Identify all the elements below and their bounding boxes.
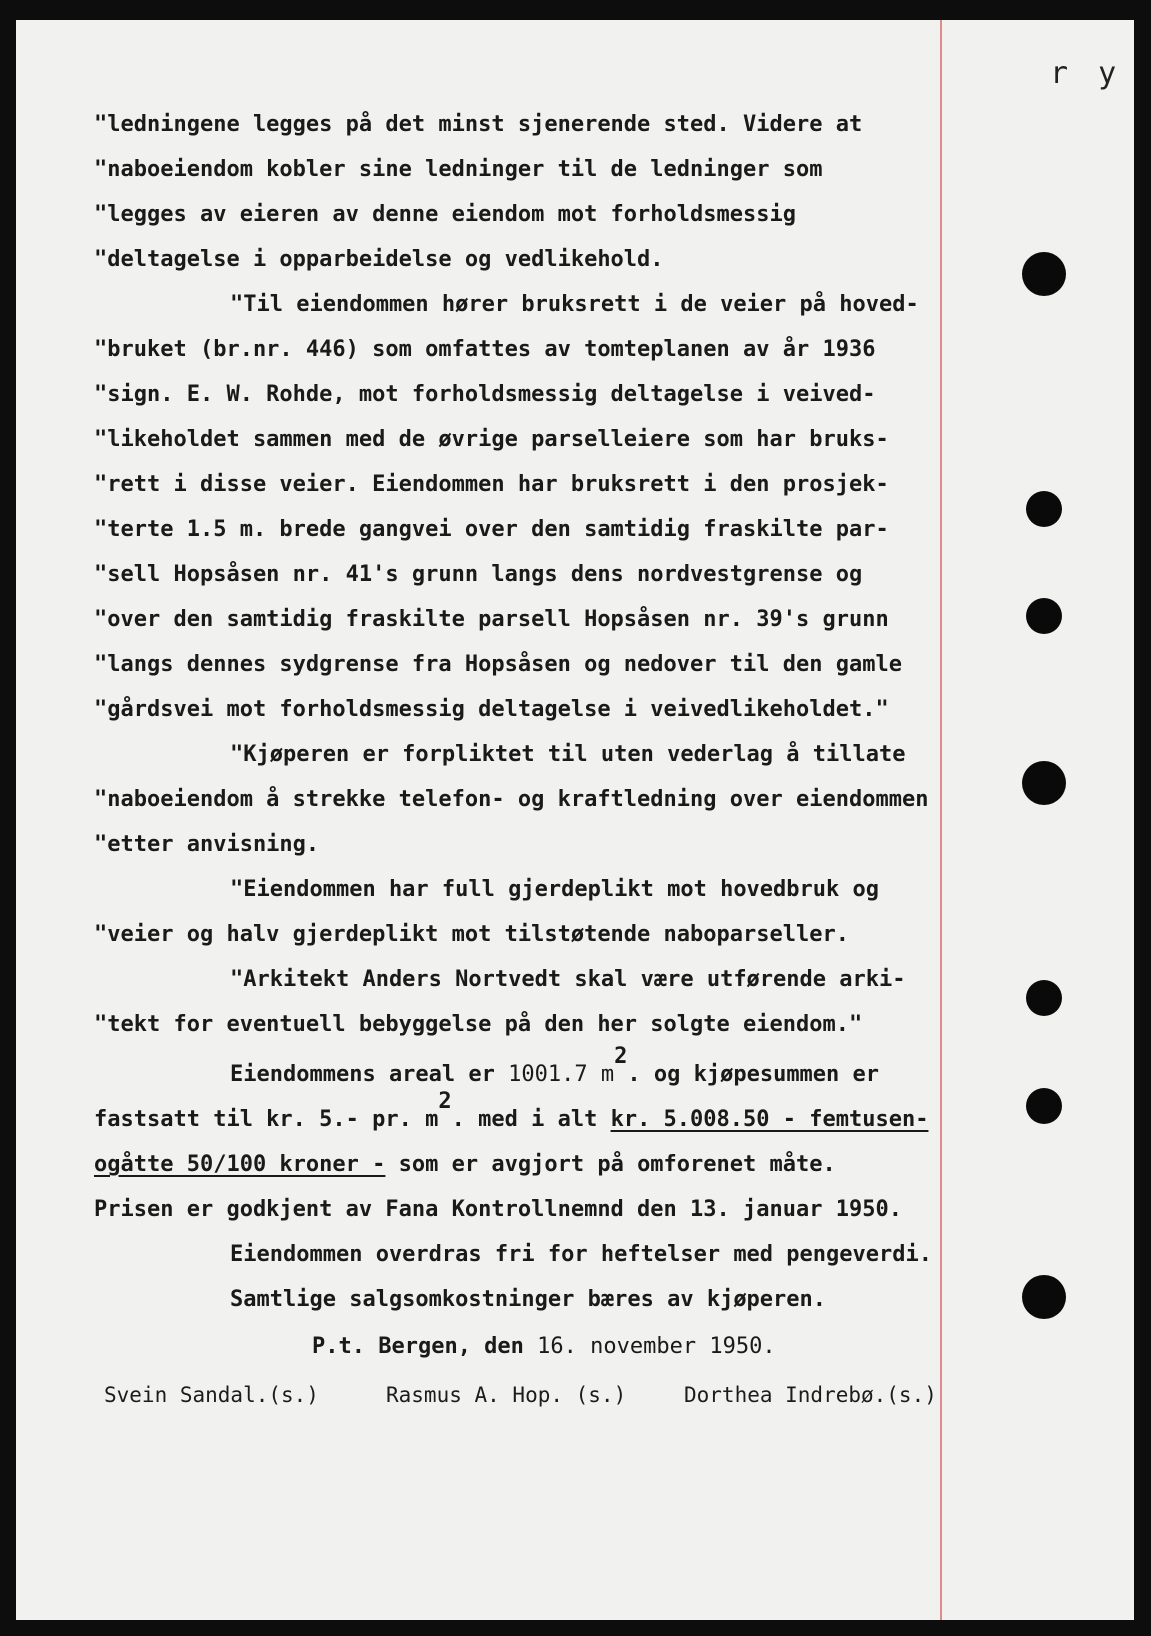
price-post: som er avgjort på omforenet måte. — [385, 1152, 836, 1177]
area-value: 1001.7 m — [508, 1062, 615, 1087]
closing-line-1: Prisen er godkjent av Fana Kontrollnemnd den 13. januar 1950. — [94, 1197, 902, 1222]
area-line — [230, 1044, 880, 1088]
text-line-15: "Kjøperen er forpliktet til uten vederlag å tillate — [230, 742, 906, 767]
area-sup: 2 — [614, 1044, 628, 1069]
text-line-11: "sell Hopsåsen nr. 41's grunn langs dens nordvestgrense og — [94, 562, 863, 587]
text-line-10: "terte 1.5 m. brede gangvei over den samtidig fraskilte par- — [94, 517, 889, 542]
price-pre: fastsatt til kr. 5.- pr. m — [94, 1107, 439, 1132]
punch-hole-7 — [1022, 1275, 1066, 1319]
document-page — [16, 20, 1134, 1620]
signature-1: Svein Sandal.(s.) — [104, 1383, 319, 1407]
text-line-17: "etter anvisning. — [94, 832, 320, 857]
text-line-21: "tekt for eventuell bebyggelse på den her solgte eiendom." — [94, 1012, 863, 1037]
punch-hole-1 — [1022, 252, 1066, 296]
text-line-9: "rett i disse veier. Eiendommen har bruksrett i den prosjek- — [94, 472, 889, 497]
punch-hole-5 — [1026, 980, 1062, 1016]
text-line-18: "Eiendommen har full gjerdeplikt mot hovedbruk og — [230, 877, 880, 902]
punch-hole-3 — [1026, 598, 1062, 634]
area-pre: Eiendommens areal er — [230, 1062, 509, 1087]
place-text: P.t. Bergen, den — [312, 1334, 538, 1359]
punch-hole-2 — [1026, 491, 1062, 527]
signature-3: Dorthea Indrebø.(s.) — [684, 1383, 937, 1407]
text-line-20: "Arkitekt Anders Nortvedt skal være utførende arki- — [230, 967, 906, 992]
corner-mark: r y — [1050, 56, 1123, 91]
place-date-line — [312, 1334, 776, 1360]
text-line-19: "veier og halv gjerdeplikt mot tilstøtende naboparseller. — [94, 922, 849, 947]
price-sup: 2 — [438, 1089, 452, 1114]
text-line-3: "legges av eieren av denne eiendom mot forholdsmessig — [94, 202, 796, 227]
text-line-13: "langs dennes sydgrense fra Hopsåsen og nedover til den gamle — [94, 652, 902, 677]
text-line-8: "likeholdet sammen med de øvrige parselleiere som har bruks- — [94, 427, 889, 452]
punch-hole-6 — [1026, 1088, 1062, 1124]
price-mid: . med i alt — [451, 1107, 611, 1132]
closing-line-2: Eiendommen overdras fri for heftelser med pengeverdi. — [230, 1242, 932, 1267]
area-post: . og kjøpesummen er — [627, 1062, 880, 1087]
price-line-2 — [94, 1152, 836, 1178]
text-line-6: "bruket (br.nr. 446) som omfattes av tomteplanen av år 1936 — [94, 337, 876, 362]
text-line-7: "sign. E. W. Rohde, mot forholdsmessig deltagelse i veived- — [94, 382, 876, 407]
text-line-5: "Til eiendommen hører bruksrett i de veier på hoved- — [230, 292, 919, 317]
text-line-4: "deltagelse i opparbeidelse og vedlikehold. — [94, 247, 664, 272]
date-text: 16. november 1950. — [537, 1334, 776, 1359]
punch-hole-4 — [1022, 761, 1066, 805]
text-line-14: "gårdsvei mot forholdsmessig deltagelse i veivedlikeholdet." — [94, 697, 889, 722]
text-line-12: "over den samtidig fraskilte parsell Hopsåsen nr. 39's grunn — [94, 607, 889, 632]
price-amount-2: ogåtte 50/100 kroner - — [94, 1152, 386, 1177]
red-margin-line — [940, 20, 942, 1620]
closing-line-3: Samtlige salgsomkostninger bæres av kjøperen. — [230, 1287, 827, 1312]
text-line-2: "naboeiendom kobler sine ledninger til de ledninger som — [94, 157, 823, 182]
signature-2: Rasmus A. Hop. (s.) — [386, 1383, 627, 1407]
price-line — [94, 1089, 929, 1133]
text-line-1: "ledningene legges på det minst sjenerende sted. Videre at — [94, 112, 863, 137]
text-line-16: "naboeiendom å strekke telefon- og kraftledning over eiendommen — [94, 787, 929, 812]
price-amount: kr. 5.008.50 - femtusen- — [610, 1107, 929, 1132]
